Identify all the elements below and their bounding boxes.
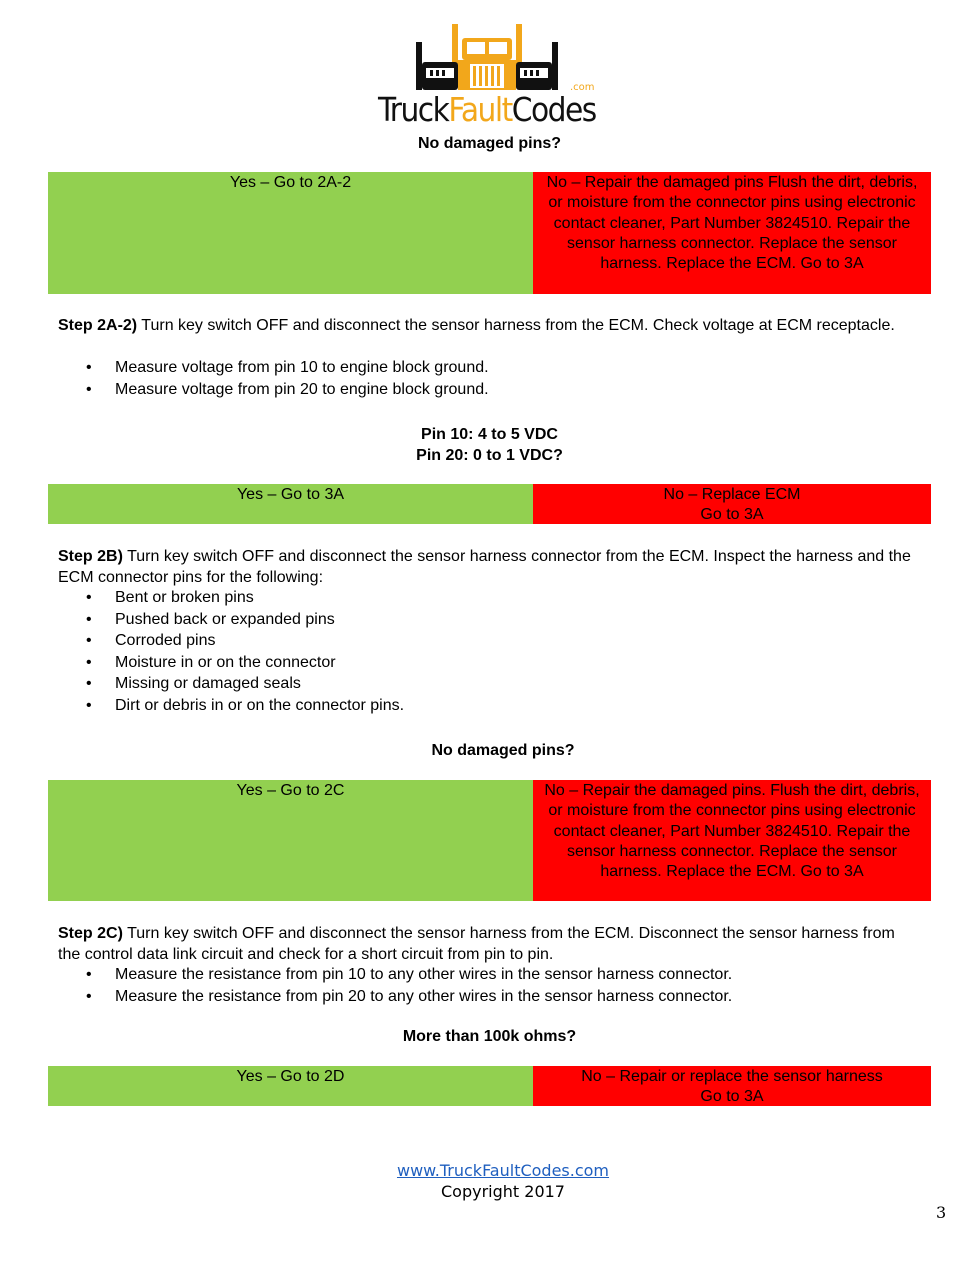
step-2c: Step 2C) Turn key switch OFF and disconnect the sensor harness from the ECM. Disconnect the sensor harness from the control data link circuit and check for a short circuit from pin to pin.	[58, 925, 895, 963]
question-no-damaged-pins-1: No damaged pins?	[417, 135, 562, 152]
decision-table-1	[48, 172, 931, 294]
yes-cell: Yes – Go to 2C	[48, 780, 533, 901]
list-item: • Bent or broken pins	[86, 587, 404, 609]
page-number: 3	[936, 1203, 947, 1222]
no-cell: No – Replace ECM Go to 3A	[533, 484, 931, 524]
list-item: • Moisture in or on the connector	[86, 652, 404, 674]
step-2a-2: Step 2A-2) Turn key switch OFF and disconnect the sensor harness from the ECM. Check voltage at ECM receptacle.	[58, 317, 895, 334]
list-item: • Dirt or debris in or on the connector pins.	[86, 695, 404, 717]
list-item: • Pushed back or expanded pins	[86, 609, 404, 631]
list-item: • Corroded pins	[86, 630, 404, 652]
truckfaultcodes-logo	[378, 22, 602, 130]
yes-cell: Yes – Go to 2A-2	[48, 172, 533, 294]
yes-cell: Yes – Go to 3A	[48, 484, 533, 524]
truck-icon	[412, 22, 562, 94]
logo-dotcom: .com	[570, 82, 595, 93]
copyright-text: Copyright 2017	[441, 1182, 565, 1201]
question-pin-20: Pin 20: 0 to 1 VDC?	[416, 447, 563, 464]
step-2b: Step 2B) Turn key switch OFF and disconnect the sensor harness connector from the ECM. Inspect the harness and the ECM connector pins for the following:	[58, 548, 911, 586]
no-cell: No – Repair the damaged pins Flush the dirt, debris, or moisture from the connector pins using electronic contact cleaner, Part Number 3824510. Repair the sensor harness connector. Replace the sensor harness. Replace the ECM. Go to 3A	[533, 172, 931, 294]
list-item: • Measure voltage from pin 20 to engine block ground.	[86, 379, 489, 401]
decision-table-4	[48, 1066, 931, 1106]
decision-table-2	[48, 484, 931, 524]
logo-wordmark: TruckFaultCodes	[378, 90, 596, 129]
website-link[interactable]: www.TruckFaultCodes.com	[396, 1161, 610, 1180]
question-no-damaged-pins-2: No damaged pins?	[431, 742, 575, 759]
step-2b-bullets	[86, 587, 404, 717]
list-item: • Measure the resistance from pin 10 to any other wires in the sensor harness connector.	[86, 964, 732, 986]
step-2a-2-bullets	[86, 357, 489, 400]
list-item: • Measure voltage from pin 10 to engine block ground.	[86, 357, 489, 379]
list-item: • Measure the resistance from pin 20 to any other wires in the sensor harness connector.	[86, 986, 732, 1008]
footer-link-wrap	[0, 1160, 979, 1181]
list-item: • Missing or damaged seals	[86, 673, 404, 695]
question-more-than-100k: More than 100k ohms?	[402, 1028, 577, 1045]
no-cell: No – Repair the damaged pins. Flush the dirt, debris, or moisture from the connector pins using electronic contact cleaner, Part Number 3824510. Repair the sensor harness connector. Replace the sensor harness. Replace the ECM. Go to 3A	[533, 780, 931, 901]
yes-cell: Yes – Go to 2D	[48, 1066, 533, 1106]
no-cell: No – Repair or replace the sensor harness Go to 3A	[533, 1066, 931, 1106]
question-pin-10: Pin 10: 4 to 5 VDC	[421, 426, 558, 443]
decision-table-3	[48, 780, 931, 901]
step-2c-bullets	[86, 964, 732, 1007]
